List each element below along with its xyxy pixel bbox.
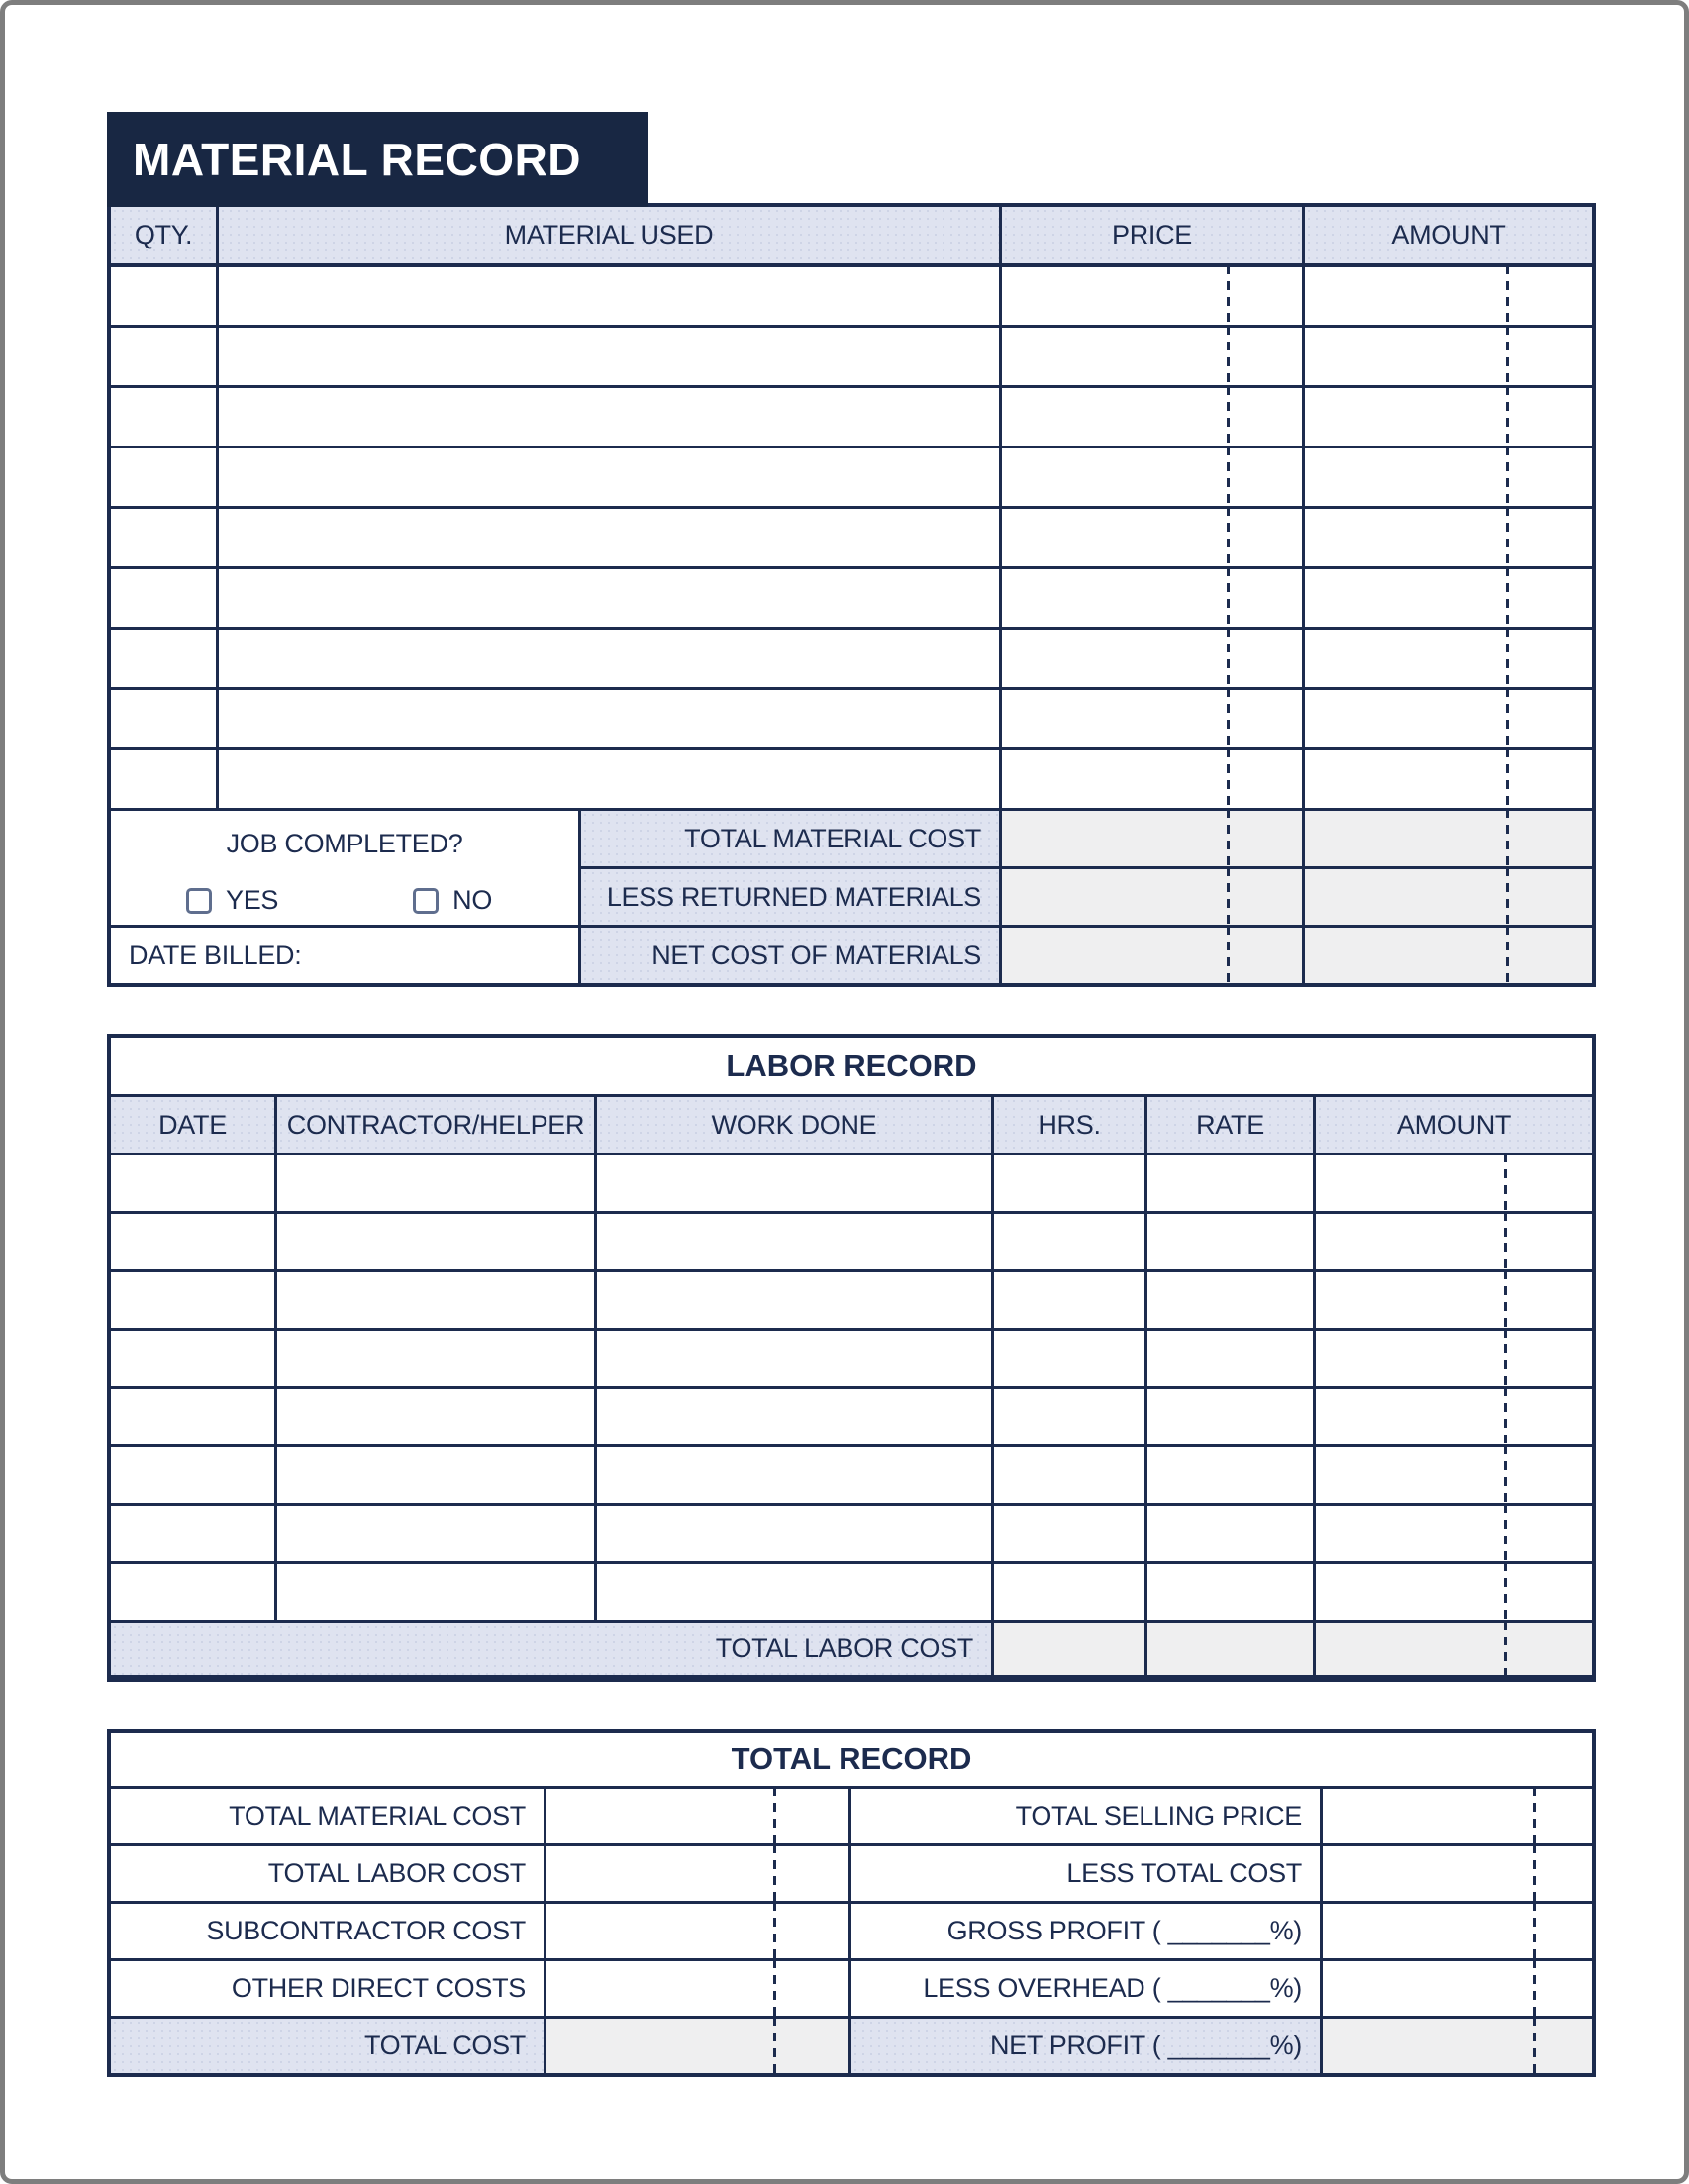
cents-divider: [773, 1787, 776, 1845]
material-row-amount-field[interactable]: [1305, 388, 1592, 446]
total-record-left-label: SUBCONTRACTOR COST: [111, 1904, 544, 1958]
labor-row-contractor-helper-field[interactable]: [277, 1272, 594, 1328]
labor-row-work-done-field[interactable]: [597, 1564, 991, 1620]
yes-checkbox[interactable]: [186, 888, 212, 914]
total-labor-cost-label: TOTAL LABOR COST: [111, 1623, 991, 1675]
labor-row-amount-field[interactable]: [1316, 1155, 1592, 1211]
material-row-price-field[interactable]: [1002, 328, 1302, 385]
labor-row-hrs-field[interactable]: [994, 1331, 1144, 1386]
labor-row-work-done-field[interactable]: [597, 1214, 991, 1269]
cents-divider: [1506, 567, 1509, 629]
material-row-material-used-field[interactable]: [219, 328, 999, 385]
cents-divider: [1227, 386, 1230, 447]
material-row-material-used-field[interactable]: [219, 448, 999, 506]
cents-divider: [773, 1902, 776, 1960]
net-cost-of-materials-label: NET COST OF MATERIALS: [581, 928, 999, 983]
cents-divider: [1227, 809, 1230, 868]
total-material-cost-label: TOTAL MATERIAL COST: [581, 811, 999, 866]
labor-row-hrs-field[interactable]: [994, 1447, 1144, 1503]
cents-divider: [773, 1844, 776, 1903]
total-record-right-label: LESS OVERHEAD ( _______%): [851, 1961, 1320, 2016]
cents-divider: [1504, 1562, 1507, 1622]
labor-row-amount-field[interactable]: [1316, 1331, 1592, 1386]
no-checkbox[interactable]: [413, 888, 439, 914]
material-row-qty-field[interactable]: [111, 630, 216, 687]
cents-divider: [1533, 1787, 1536, 1845]
material-row-price-field[interactable]: [1002, 630, 1302, 687]
material-row-qty-field[interactable]: [111, 267, 216, 325]
cents-divider: [1506, 265, 1509, 327]
no-label: NO: [452, 885, 493, 915]
total-labor-cost-rate-field[interactable]: [1147, 1623, 1313, 1675]
cents-divider: [1227, 867, 1230, 927]
cents-divider: [1504, 1387, 1507, 1446]
total-labor-cost-hrs-field[interactable]: [994, 1623, 1144, 1675]
material-row-qty-field[interactable]: [111, 328, 216, 385]
material-row-price-field[interactable]: [1002, 267, 1302, 325]
labor-row-work-done-field[interactable]: [597, 1155, 991, 1211]
cents-divider: [1504, 1270, 1507, 1330]
total-material-cost-price-field[interactable]: [1002, 811, 1302, 866]
cents-divider: [1227, 567, 1230, 629]
total-record-left-value-field[interactable]: [546, 1846, 848, 1901]
net-cost-of-materials-price-field[interactable]: [1002, 928, 1302, 983]
less-returned-materials-amount-field[interactable]: [1305, 869, 1592, 925]
material-row-qty-field[interactable]: [111, 388, 216, 446]
material-row-material-used-field[interactable]: [219, 509, 999, 566]
material-row-amount-field[interactable]: [1305, 328, 1592, 385]
date-billed-field[interactable]: DATE BILLED:: [111, 928, 578, 983]
material-row-price-field[interactable]: [1002, 509, 1302, 566]
labor-row-rate-field[interactable]: [1147, 1564, 1313, 1620]
cents-divider: [1504, 1212, 1507, 1271]
labor-row-rate-field[interactable]: [1147, 1155, 1313, 1211]
material-row-qty-field[interactable]: [111, 690, 216, 747]
labor-row-contractor-helper-field[interactable]: [277, 1447, 594, 1503]
net-cost-of-materials-amount-field[interactable]: [1305, 928, 1592, 983]
labor-header-hrs: HRS.: [994, 1097, 1144, 1153]
labor-row-hrs-field[interactable]: [994, 1272, 1144, 1328]
labor-row-date-field[interactable]: [111, 1214, 274, 1269]
cents-divider: [1506, 326, 1509, 387]
cents-divider: [1506, 507, 1509, 568]
material-row-qty-field[interactable]: [111, 509, 216, 566]
total-record-title-row: [111, 1733, 1592, 1786]
total-material-cost-amount-field[interactable]: [1305, 811, 1592, 866]
material-row-material-used-field[interactable]: [219, 569, 999, 627]
material-table: [107, 203, 1596, 987]
material-row-price-field[interactable]: [1002, 690, 1302, 747]
material-totals-grid: [111, 811, 1592, 983]
labor-row-date-field[interactable]: [111, 1564, 274, 1620]
labor-header-work-done: WORK DONE: [597, 1097, 991, 1153]
labor-record-title-row: [111, 1038, 1592, 1094]
less-returned-materials-label: LESS RETURNED MATERIALS: [581, 869, 999, 925]
material-row-amount-field[interactable]: [1305, 267, 1592, 325]
total-record-table: [107, 1729, 1596, 2077]
cents-divider: [773, 2017, 776, 2075]
cents-divider: [1506, 809, 1509, 868]
labor-row-date-field[interactable]: [111, 1389, 274, 1444]
job-completed-label: JOB COMPLETED?: [226, 829, 463, 858]
material-row-amount-field[interactable]: [1305, 509, 1592, 566]
total-record-right-value-field[interactable]: [1323, 1846, 1592, 1901]
labor-row-hrs-field[interactable]: [994, 1564, 1144, 1620]
material-row-material-used-field[interactable]: [219, 267, 999, 325]
labor-row-amount-field[interactable]: [1316, 1272, 1592, 1328]
total-record-left-value-field[interactable]: [546, 1961, 848, 2016]
material-row-amount-field[interactable]: [1305, 690, 1592, 747]
cents-divider: [1504, 1153, 1507, 1213]
cents-divider: [1533, 2017, 1536, 2075]
labor-row-rate-field[interactable]: [1147, 1331, 1313, 1386]
labor-row-rate-field[interactable]: [1147, 1506, 1313, 1561]
material-row-price-field[interactable]: [1002, 388, 1302, 446]
labor-row-work-done-field[interactable]: [597, 1331, 991, 1386]
labor-header-rate: RATE: [1147, 1097, 1313, 1153]
total-record-right-value-field[interactable]: [1323, 2019, 1592, 2073]
labor-header-contractor-helper: CONTRACTOR/HELPER: [277, 1097, 594, 1153]
material-row-material-used-field[interactable]: [219, 388, 999, 446]
total-record-right-value-field[interactable]: [1323, 1904, 1592, 1958]
material-header-price: PRICE: [1002, 207, 1302, 263]
cents-divider: [1506, 447, 1509, 508]
labor-row-contractor-helper-field[interactable]: [277, 1506, 594, 1561]
labor-row-amount-field[interactable]: [1316, 1214, 1592, 1269]
labor-row-contractor-helper-field[interactable]: [277, 1331, 594, 1386]
material-row-price-field[interactable]: [1002, 750, 1302, 808]
material-row-material-used-field[interactable]: [219, 750, 999, 808]
labor-row-date-field[interactable]: [111, 1447, 274, 1503]
cents-divider: [1506, 628, 1509, 689]
labor-row-amount-field[interactable]: [1316, 1447, 1592, 1503]
cents-divider: [1506, 688, 1509, 749]
labor-row-date-field[interactable]: [111, 1155, 274, 1211]
job-completed-options: [111, 885, 578, 916]
total-record-right-label: LESS TOTAL COST: [851, 1846, 1320, 1901]
cents-divider: [1506, 386, 1509, 447]
labor-row-hrs-field[interactable]: [994, 1214, 1144, 1269]
labor-row-date-field[interactable]: [111, 1506, 274, 1561]
labor-table: [107, 1034, 1596, 1682]
cents-divider: [1533, 1959, 1536, 2018]
material-row-price-field[interactable]: [1002, 569, 1302, 627]
material-record-banner: [107, 112, 648, 207]
material-row-amount-field[interactable]: [1305, 750, 1592, 808]
cents-divider: [1227, 748, 1230, 810]
material-row-qty-field[interactable]: [111, 750, 216, 808]
material-header-amount: AMOUNT: [1305, 207, 1592, 263]
material-row-material-used-field[interactable]: [219, 630, 999, 687]
material-row-material-used-field[interactable]: [219, 690, 999, 747]
labor-row-hrs-field[interactable]: [994, 1155, 1144, 1211]
cents-divider: [1504, 1329, 1507, 1388]
labor-row-contractor-helper-field[interactable]: [277, 1214, 594, 1269]
total-record-grid: [111, 1789, 1592, 2073]
material-header-material-used: MATERIAL USED: [219, 207, 999, 263]
yes-label: YES: [226, 885, 279, 915]
cents-divider: [1504, 1621, 1507, 1677]
total-record-left-value-field[interactable]: [546, 1904, 848, 1958]
labor-row-contractor-helper-field[interactable]: [277, 1389, 594, 1444]
labor-row-contractor-helper-field[interactable]: [277, 1155, 594, 1211]
labor-row-amount-field[interactable]: [1316, 1564, 1592, 1620]
cents-divider: [1227, 447, 1230, 508]
page-title: MATERIAL RECORD: [133, 134, 582, 185]
labor-row-amount-field[interactable]: [1316, 1506, 1592, 1561]
labor-row-work-done-field[interactable]: [597, 1389, 991, 1444]
material-grid: [111, 207, 1592, 808]
labor-row-amount-field[interactable]: [1316, 1389, 1592, 1444]
cents-divider: [773, 1959, 776, 2018]
cents-divider: [1506, 748, 1509, 810]
material-row-amount-field[interactable]: [1305, 630, 1592, 687]
cents-divider: [1227, 326, 1230, 387]
total-record-right-label: NET PROFIT ( _______%): [851, 2019, 1320, 2073]
labor-header-amount: AMOUNT: [1316, 1097, 1592, 1153]
material-header-qty: QTY.: [111, 207, 216, 263]
cents-divider: [1504, 1504, 1507, 1563]
total-record-right-label: GROSS PROFIT ( _______%): [851, 1904, 1320, 1958]
cents-divider: [1227, 628, 1230, 689]
labor-row-rate-field[interactable]: [1147, 1389, 1313, 1444]
labor-row-hrs-field[interactable]: [994, 1389, 1144, 1444]
labor-row-date-field[interactable]: [111, 1331, 274, 1386]
cents-divider: [1533, 1844, 1536, 1903]
total-record-left-value-field[interactable]: [546, 1789, 848, 1843]
labor-row-date-field[interactable]: [111, 1272, 274, 1328]
total-record-left-label: TOTAL COST: [111, 2019, 544, 2073]
less-returned-materials-price-field[interactable]: [1002, 869, 1302, 925]
labor-row-rate-field[interactable]: [1147, 1214, 1313, 1269]
labor-row-rate-field[interactable]: [1147, 1272, 1313, 1328]
job-completed-cell: [111, 811, 578, 925]
total-labor-cost-amount-field[interactable]: [1316, 1623, 1592, 1675]
cents-divider: [1504, 1445, 1507, 1505]
cents-divider: [1533, 1902, 1536, 1960]
labor-grid: [111, 1097, 1592, 1678]
labor-row-contractor-helper-field[interactable]: [277, 1564, 594, 1620]
labor-header-date: DATE: [111, 1097, 274, 1153]
total-record-right-label: TOTAL SELLING PRICE: [851, 1789, 1320, 1843]
cents-divider: [1227, 265, 1230, 327]
cents-divider: [1227, 688, 1230, 749]
labor-row-rate-field[interactable]: [1147, 1447, 1313, 1503]
material-row-qty-field[interactable]: [111, 569, 216, 627]
cents-divider: [1506, 926, 1509, 985]
labor-row-work-done-field[interactable]: [597, 1272, 991, 1328]
total-record-right-value-field[interactable]: [1323, 1961, 1592, 2016]
material-row-amount-field[interactable]: [1305, 448, 1592, 506]
labor-record-title: LABOR RECORD: [726, 1047, 977, 1083]
cents-divider: [1227, 507, 1230, 568]
total-record-left-label: OTHER DIRECT COSTS: [111, 1961, 544, 2016]
labor-row-work-done-field[interactable]: [597, 1506, 991, 1561]
total-record-left-label: TOTAL LABOR COST: [111, 1846, 544, 1901]
labor-row-hrs-field[interactable]: [994, 1506, 1144, 1561]
total-record-left-value-field[interactable]: [546, 2019, 848, 2073]
cents-divider: [1227, 926, 1230, 985]
cents-divider: [1506, 867, 1509, 927]
material-row-price-field[interactable]: [1002, 448, 1302, 506]
labor-row-work-done-field[interactable]: [597, 1447, 991, 1503]
total-record-right-value-field[interactable]: [1323, 1789, 1592, 1843]
material-row-amount-field[interactable]: [1305, 569, 1592, 627]
total-record-left-label: TOTAL MATERIAL COST: [111, 1789, 544, 1843]
total-record-title: TOTAL RECORD: [731, 1741, 972, 1776]
material-row-qty-field[interactable]: [111, 448, 216, 506]
